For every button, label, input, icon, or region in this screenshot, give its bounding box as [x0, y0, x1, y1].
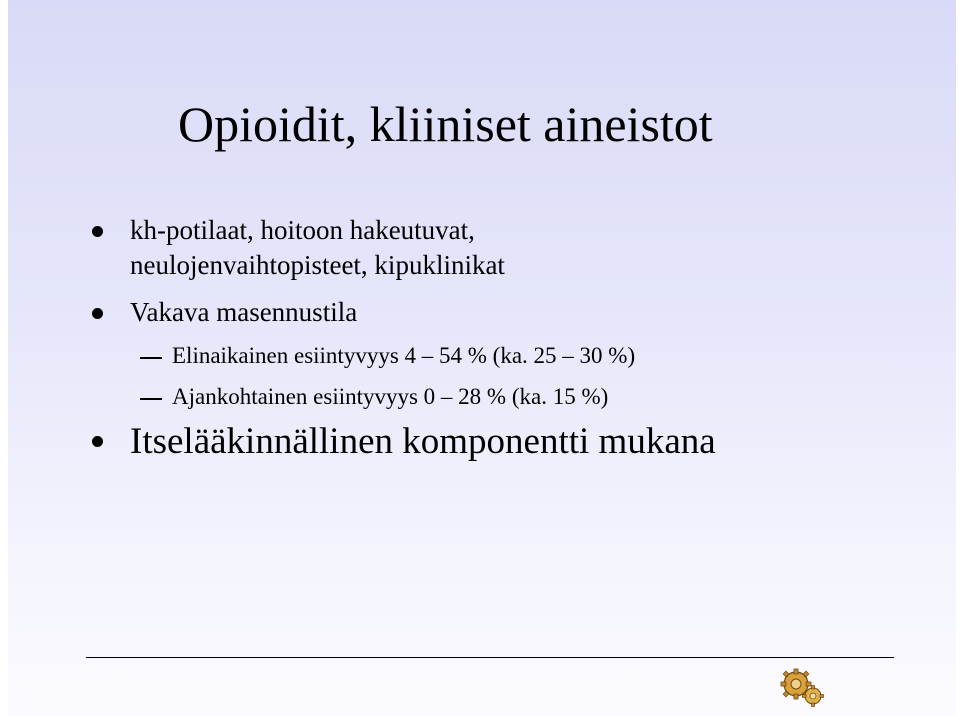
sub-bullet-dash	[140, 357, 162, 359]
bullet-dot	[92, 226, 103, 237]
bullet-1-line-2: neulojenvaihtopisteet, kipuklinikat	[130, 250, 505, 280]
bullet-dot	[92, 308, 103, 319]
sub-bullet-2-text: Ajankohtainen esiintyvyys 0 – 28 % (ka. 15 %)	[172, 384, 609, 409]
sub-bullet-dash	[140, 398, 162, 400]
bullet-1-line-1: kh-potilaat, hoitoon hakeutuvat,	[130, 215, 475, 245]
slide-title: Opioidit, kliiniset aineistot	[178, 96, 713, 152]
footer-divider	[86, 657, 894, 658]
gear-logo-icon	[776, 666, 828, 710]
bullet-3-text: Itselääkinnällinen komponentti mukana	[130, 421, 716, 462]
sub-bullet-1-text: Elinaikainen esiintyvyys 4 – 54 % (ka. 25 – 30 %)	[172, 343, 636, 368]
bullet-dot	[92, 436, 103, 447]
bullet-2-text: Vakava masennustila	[130, 297, 358, 327]
slide	[8, 0, 956, 716]
